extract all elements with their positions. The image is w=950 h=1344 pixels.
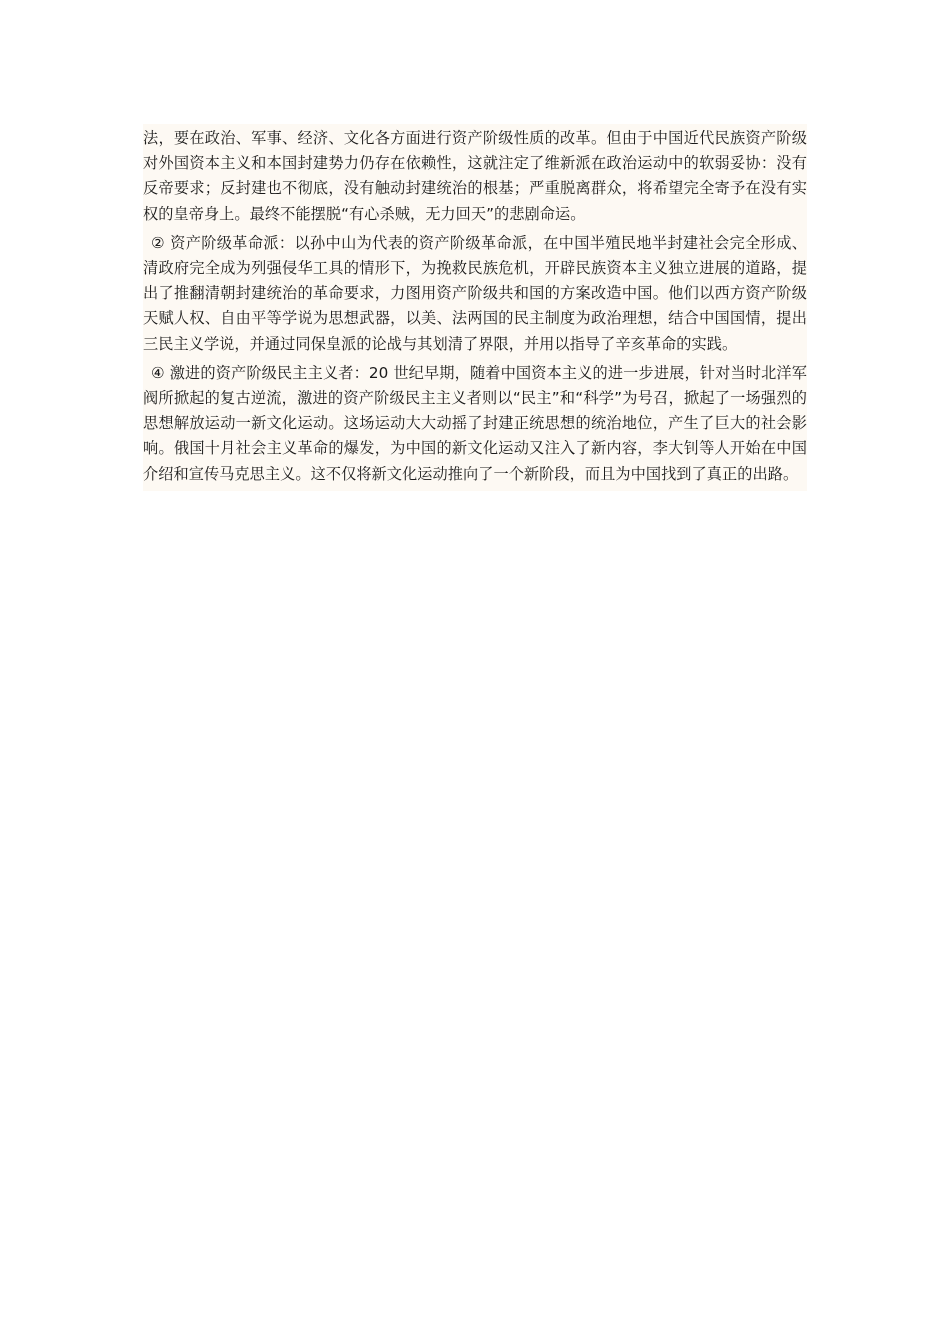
paragraph-reformists-continued: 法，要在政治、军事、经济、文化各方面进行资产阶级性质的改革。但由于中国近代民族资产阶级对外国资本主义和本国封建势力仍存在依赖性，这就注定了维新派在政治运动中的软弱妥协：没有反帝要求；反封建也不彻底，没有触动封建统治的根基；严重脱离群众，将希望完全寄予在没有实权的皇帝身上。最终不能摆脱“有心杀贼，无力回天”的悲剧命运。 [143,129,807,223]
paragraph-revolutionaries: ② 资产阶级革命派：以孙中山为代表的资产阶级革命派，在中国半殖民地半封建社会完全形成、清政府完全成为列强侵华工具的情形下，为挽救民族危机，开辟民族资本主义独立进展的道路，提出了推翻清朝封建统治的革命要求，力图用资产阶级共和国的方案改造中国。他们以西方资产阶级天赋人权、自由平等学说为思想武器，以美、法两国的民主制度为政治理想，结合中国国情，提出三民主义学说，并通过同保皇派的论战与其划清了界限，并用以指导了辛亥革命的实践。 [143,233,807,353]
document-text-block [143,124,807,491]
paragraph-radical-democrats: ④ 激进的资产阶级民主主义者：20 世纪早期，随着中国资本主义的进一步进展，针对当时北洋军阀所掀起的复古逆流，激进的资产阶级民主主义者则以“民主”和“科学”为号召，掀起了一场强烈的思想解放运动一新文化运动。这场运动大大动摇了封建正统思想的统治地位，产生了巨大的社会影响。俄国十月社会主义革命的爆发，为中国的新文化运动又注入了新内容，李大钊等人开始在中国介绍和宣传马克思主义。这不仅将新文化运动推向了一个新阶段，而且为中国找到了真正的出路。 [143,363,807,483]
